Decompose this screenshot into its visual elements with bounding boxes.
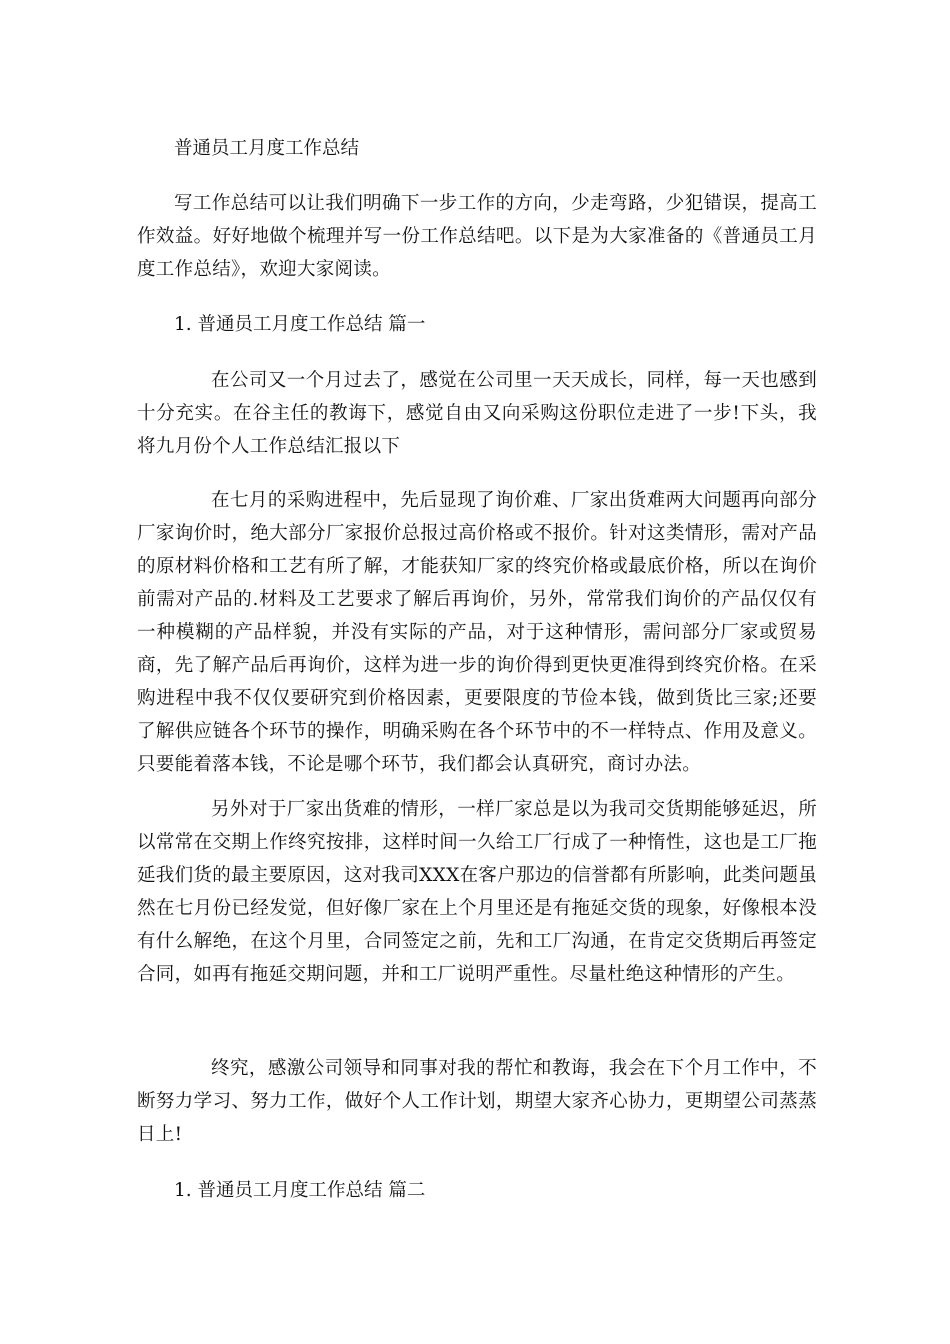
section-heading-1: 1. 普通员工月度工作总结 篇一 xyxy=(174,314,426,335)
section-heading-2: 1. 普通员工月度工作总结 篇二 xyxy=(174,1180,426,1201)
document-title: 普通员工月度工作总结 xyxy=(174,138,360,159)
body-paragraph: 在七月的采购进程中，先后显现了询价难、厂家出货难两大问题再向部分厂家询价时，绝大部分厂家报价总报过高价格或不报价。针对这类情形，需对产品的原材料价格和工艺有所了解，才能获知厂家的终究价格或最底价格，所以在询价前需对产品的.材料及工艺要求了解后再询价，另外，常常我们询价的产品仅仅有一种模糊的产品样貌，并没有实际的产品，对于这种情形，需问部分厂家或贸易商，先了解产品后再询价，这样为进一步的询价得到更快更准得到终究价格。在采购进程中我不仅仅要研究到价格因素，更要限度的节俭本钱，做到货比三家;还要了解供应链各个环节的操作，明确采购在各个环节中的不一样特点、作用及意义。只要能着落本钱，不论是哪个环节，我们都会认真研究，商讨办法。 xyxy=(137,490,817,775)
intro-paragraph: 写工作总结可以让我们明确下一步工作的方向，少走弯路，少犯错误，提高工作效益。好好地做个梳理并写一份工作总结吧。以下是为大家准备的《普通员工月度工作总结》，欢迎大家阅读。 xyxy=(137,193,817,280)
body-paragraph: 终究，感激公司领导和同事对我的帮忙和教诲，我会在下个月工作中，不断努力学习、努力工作，做好个人工作计划，期望大家齐心协力，更期望公司蒸蒸日上! xyxy=(137,1058,817,1145)
body-paragraph: 在公司又一个月过去了，感觉在公司里一天天成长，同样，每一天也感到十分充实。在谷主任的教诲下，感觉自由又向采购这份职位走进了一步!下头，我将九月份个人工作总结汇报以下 xyxy=(137,370,817,457)
body-paragraph: 另外对于厂家出货难的情形，一样厂家总是以为我司交货期能够延迟，所以常常在交期上作终究按排，这样时间一久给工厂行成了一种惰性，这也是工厂拖延我们货的最主要原因，这对我司XXX在客户那边的信誉都有所影响，此类问题虽然在七月份已经发觉，但好像厂家在上个月里还是有拖延交货的现象，好像根本没有什么解绝，在这个月里，合同签定之前，先和工厂沟通，在肯定交货期后再签定合同，如再有拖延交期问题，并和工厂说明严重性。尽量杜绝这种情形的产生。 xyxy=(137,799,817,985)
